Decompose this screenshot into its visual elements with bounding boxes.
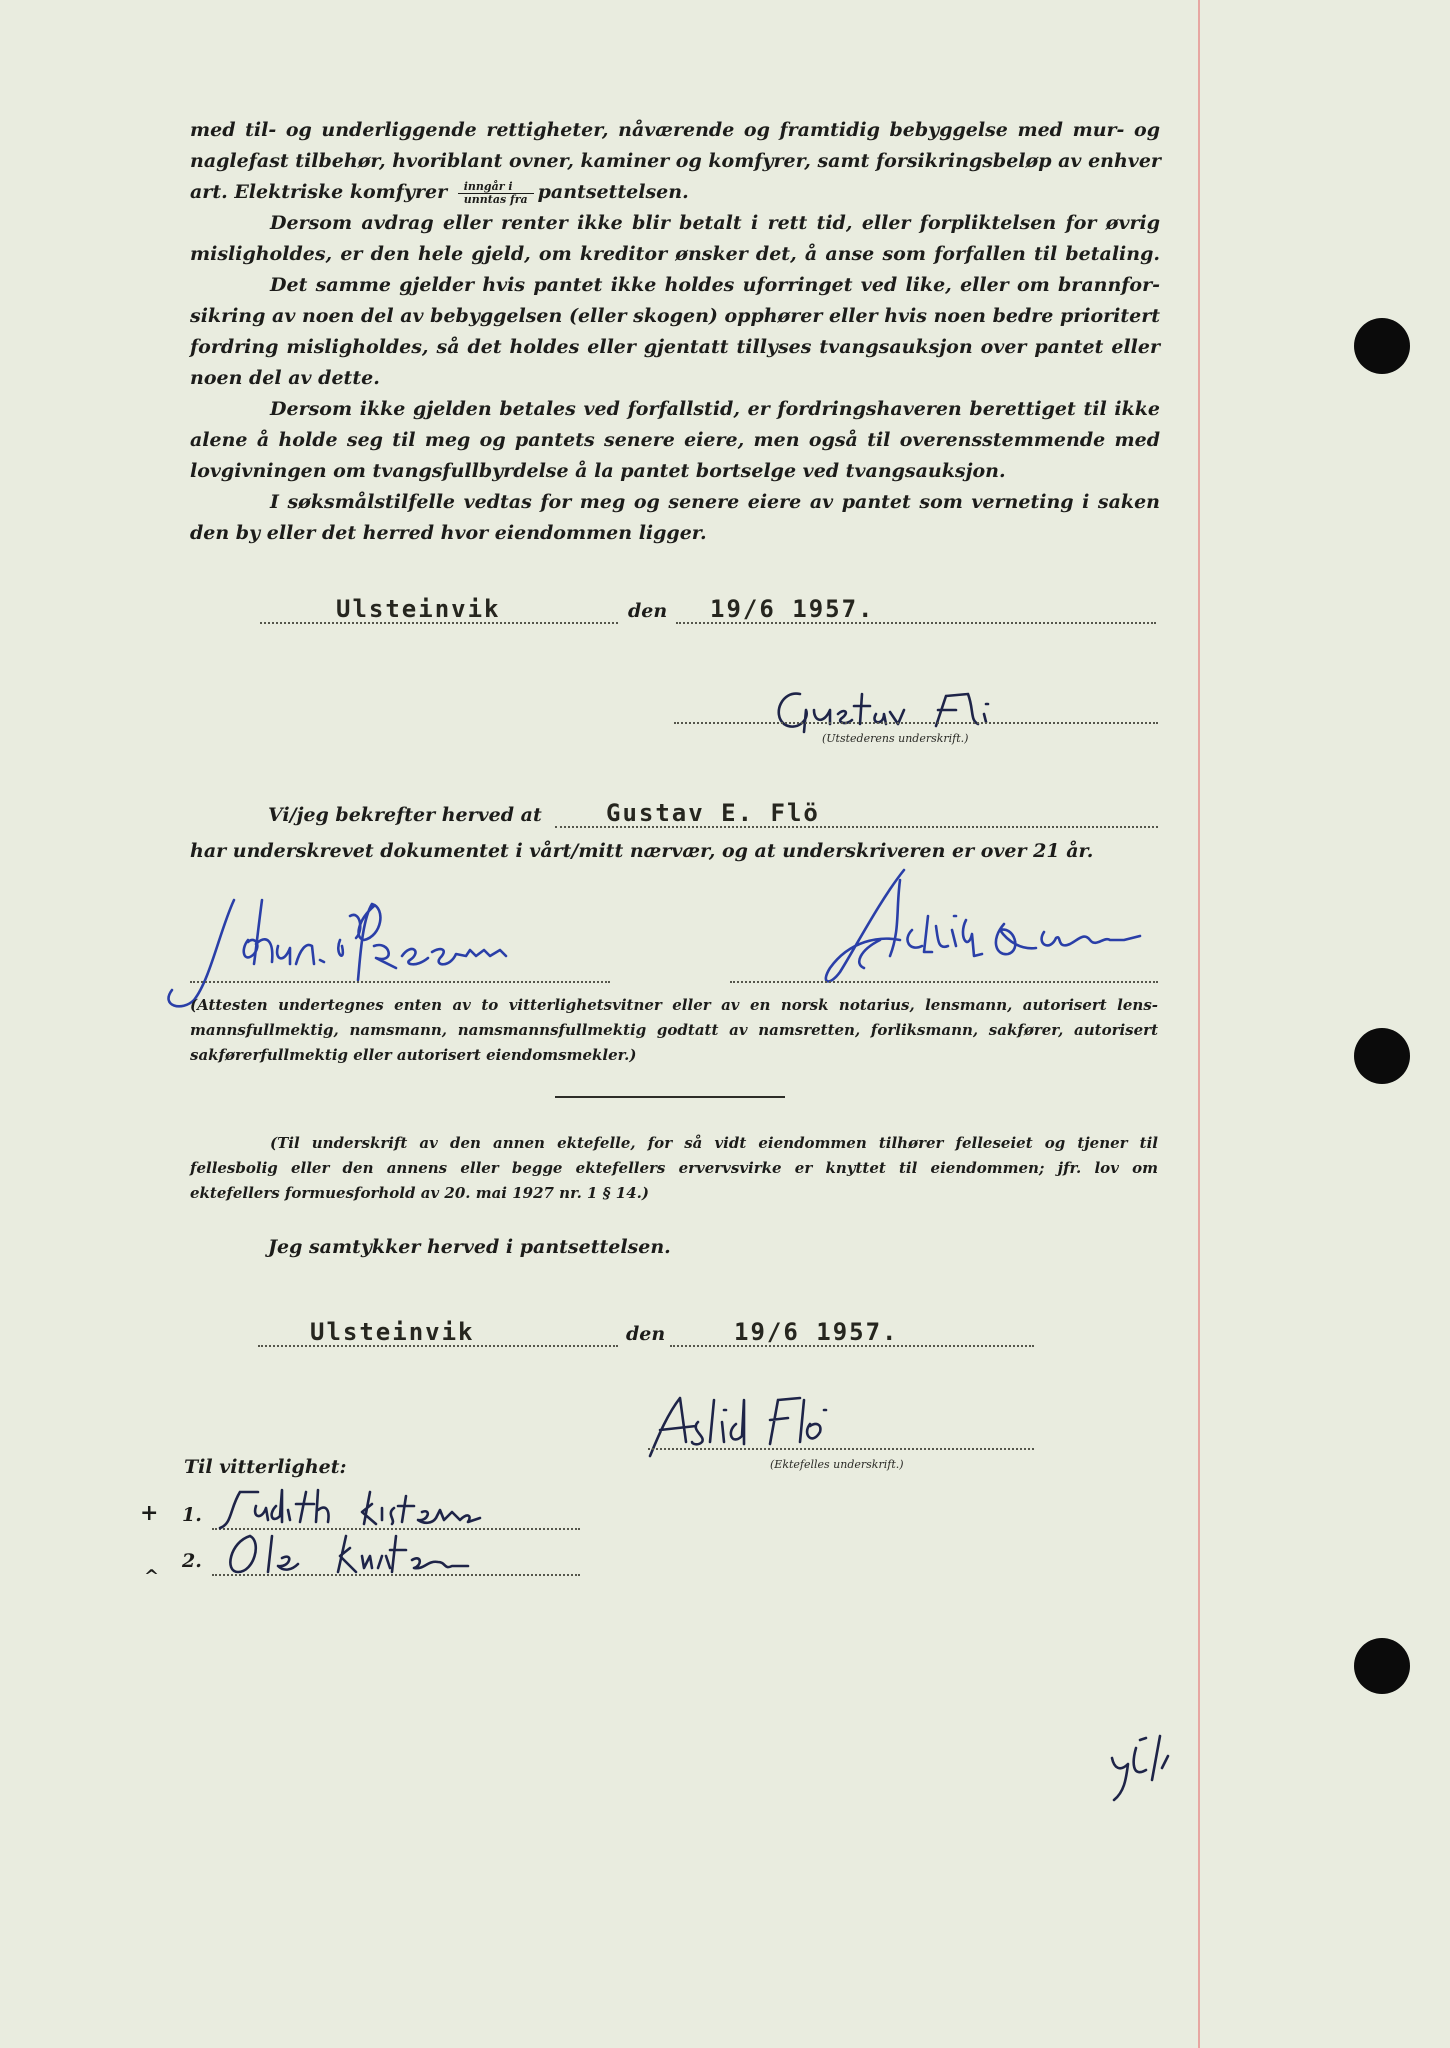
punch-hole — [1354, 318, 1410, 374]
place-typed-2: Ulsteinvik — [310, 1318, 475, 1346]
punch-hole — [1354, 1028, 1410, 1084]
body-line: den by eller det herred hvor eiendommen ligger. — [190, 522, 707, 544]
spouse-note-line: fellesbolig eller den annens eller begge ektefellers ervervsvirke er knyttet til eiendommen; jfr. lov om — [190, 1159, 1158, 1177]
spouse-note-line: (Til underskrift av den annen ektefelle, for så vidt eiendommen tilhører felleseiet og tjener til — [270, 1134, 1158, 1152]
margin-line — [1198, 0, 1200, 2048]
body-line: Dersom ikke gjelden betales ved forfallstid, er fordringshaveren berettiget til ikke — [270, 398, 1160, 420]
body-line — [190, 177, 1160, 208]
witness-mark-2: ^ — [144, 1566, 160, 1587]
witnesses-heading: Til vitterlighet: — [184, 1456, 347, 1478]
corner-initials-text — [1, 1, 2, 2]
witness-signature-line-1 — [190, 981, 610, 983]
body-line: sikring av noen del av bebyggelsen (eller skogen) opphører eller hvis noen bedre prioritert — [190, 305, 1161, 327]
punch-hole — [1354, 1638, 1410, 1694]
body-line: noen del av dette. — [190, 367, 380, 389]
corner-initials — [1102, 1728, 1192, 1812]
witness-signature-line-2 — [730, 981, 1158, 983]
witness-statement-prefix: Vi/jeg bekrefter herved at — [268, 804, 542, 826]
spouse-note — [190, 1131, 1158, 1206]
place-typed: Ulsteinvik — [336, 595, 501, 623]
body-line: Dersom avdrag eller renter ikke blir betalt i rett tid, eller forpliktelsen for øvrig — [270, 212, 1160, 234]
body-line: alene å holde seg til meg og pantets senere eiere, men også til overensstemmende med — [190, 429, 1160, 451]
body-line: I søksmålstilfelle vedtas for meg og senere eiere av pantet som verneting i saken — [270, 491, 1160, 513]
body-line: Det samme gjelder hvis pantet ikke holdes uforringet ved like, eller om brannfor- — [270, 274, 1160, 296]
attest-note-line: (Attesten undertegnes enten av to vitterlighetsvitner eller av en norsk notarius, lensmann, autorisert lens- — [190, 996, 1158, 1014]
spouse-signature-line — [648, 1448, 1034, 1450]
body-line-part: art. Elektriske komfyrer — [190, 181, 448, 203]
date-typed: 19/6 1957. — [710, 595, 875, 623]
witness-number-1: 1. — [182, 1504, 202, 1526]
consent-text: Jeg samtykker herved i pantsettelsen. — [268, 1236, 671, 1258]
witness-mark-1: + — [140, 1500, 159, 1526]
fraction-struck-note — [191, 116, 193, 147]
witness-name-signature-2 — [210, 1528, 590, 1588]
spouse-signature-caption: (Ektefelles underskrift.) — [770, 1458, 904, 1471]
witness-name-typed: Gustav E. Flö — [606, 799, 820, 827]
fraction-insert — [458, 181, 534, 206]
attest-note-line: mannsfullmektig, namsmann, namsmannsfullmektig godtatt av namsretten, forliksmann, sakfører, autorisert — [190, 1021, 1158, 1039]
body-line: misligholdes, er den hele gjeld, om kreditor ønsker det, å anse som forfallen til betaling. — [190, 243, 1160, 265]
body-line-part: pantsettelsen. — [537, 181, 689, 203]
witness-statement-suffix: har underskrevet dokumentet i vårt/mitt nærvær, og at underskriveren er over 21 år. — [190, 840, 1094, 862]
fraction-bottom: unntas fra — [463, 192, 528, 206]
den-label-2: den — [626, 1323, 666, 1345]
body-line: lovgivningen om tvangsfullbyrdelse å la pantet bortselge ved tvangsauksjon. — [190, 460, 1006, 482]
separator — [555, 1096, 785, 1098]
body-line: naglefast tilbehør, hvoriblant ovner, kaminer og komfyrer, samt forsikringsbeløp av enhver — [190, 150, 1161, 172]
attest-note-line: sakførerfullmektig eller autorisert eiendomsmekler.) — [190, 1046, 637, 1064]
spouse-note-line: ektefellers formuesforhold av 20. mai 1927 nr. 1 § 14.) — [190, 1184, 649, 1202]
date-typed-2: 19/6 1957. — [734, 1318, 899, 1346]
mortgage-terms-text — [190, 115, 1160, 549]
issuer-signature-caption: (Utstederens underskrift.) — [822, 732, 969, 745]
body-line: fordring misligholdes, så det holdes eller gjentatt tillyses tvangsauksjon over pantet eller — [190, 336, 1160, 358]
attest-note — [190, 993, 1158, 1068]
den-label: den — [628, 600, 668, 622]
fraction-top: inngår i — [458, 181, 534, 194]
issuer-signature-line — [674, 722, 1158, 724]
body-line: med til- og underliggende rettigheter, nåværende og framtidig bebyggelse med mur- og — [190, 119, 1160, 141]
witness-number-2: 2. — [182, 1550, 202, 1572]
